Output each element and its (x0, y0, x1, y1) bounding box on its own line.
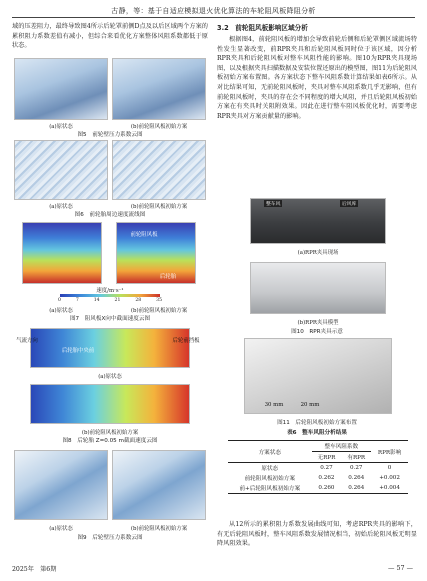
legend-tick: 21 (114, 298, 121, 303)
fig8-annotation-3: 后轮前挡板 (172, 338, 200, 344)
fig10-caption: 图10 RPR夹具示意 (291, 329, 343, 335)
table6-subheader-no-rpr: 无RPR (312, 452, 342, 463)
fig7a-image (22, 222, 102, 284)
legend-tick: 7 (75, 298, 79, 303)
fig6b-label: (b)前轮阻风板初始方案 (130, 204, 188, 210)
table-row (228, 463, 408, 474)
body-paragraph-1: 根据图4，前轮阻风板的增加会导致前轮后侧和后轮罩侧区域流场特性发生显著改变，前RPR夹具和后轮阻风板同时位于该区域，因分析RPR夹具和后轮阻风板对整车风阻性能的影响。图10为RPR夹具现场图，以及根据夹具扫描数据及安装位置还原出的模型图，图11为后轮阻风板初始方案布置图。各方案状态下整车风阻系数计算结果如表6所示。从对比结果可知，无前轮阻风板时，夹具对整车风阻系数几乎无影响，但有前轮阻风板时，夹具的存在会不同程度的增大风阻，并且后轮阻风板初始方案在有夹具时关阻附效果。因此在进行整车阻风板优化时，需要考虑RPR夹具对方案贡献量的影响。 (217, 36, 417, 120)
table6-subheader-rpr: 有RPR (341, 452, 371, 463)
page-number: — 57 — (388, 564, 413, 572)
fig5a-image (14, 58, 108, 120)
fig9b-label: (b)前轮阻风板初始方案 (130, 526, 188, 532)
table-cell: +0.004 (371, 483, 408, 494)
fig5b-image (112, 58, 206, 120)
fig7a-label: (a)原状态 (49, 308, 73, 314)
fig6a-image (14, 140, 108, 200)
table6-header-group: 整车风阻系数 (312, 441, 372, 452)
body-paragraph-2: 从12所示的累积阻力系数发展曲线可知，考虑RPR夹具的影响下，有无后轮阻风板时，整车风阻系数发展情况相当，初始后轮阻风板无明显降风阻效果。 (217, 521, 417, 548)
fig9-caption: 图9 后轮壁压力系数云图 (77, 535, 143, 541)
legend-tick: 28 (135, 298, 142, 303)
legend-tick: 14 (93, 298, 100, 303)
fig9a-label: (a)原状态 (49, 526, 73, 532)
legend-tick: 35 (156, 298, 162, 303)
fig8-caption: 图8 后轮胎 Z=0.05 m截面速度云图 (62, 438, 158, 444)
section-title: 3.2 前轮阻风板影响区域分析 (217, 24, 308, 32)
intro-paragraph: 域的压差阻力，最终导致图4所示后轮罩前侧D点及以后区域两个方案的累积阻力系数差值有减小，但综合来看优化方案整体风阻系数都低于原状态。 (12, 23, 208, 50)
fig5-caption: 图5 前轮壁压力系数云图 (77, 132, 143, 138)
fig5b-label: (b)前轮阻风板初始方案 (130, 124, 188, 130)
fig8-annotation-1: 气流方向 (16, 338, 38, 344)
running-header: 古静，等：基于自适应模拟退火优化算法的车轮阻风板降阻分析 (111, 7, 316, 15)
fig10-tag-2: 后风库 (342, 202, 357, 207)
fig8a-label: (a)原状态 (98, 374, 122, 380)
fig7-legend-ticks (58, 298, 162, 303)
fig6b-image (112, 140, 206, 200)
right-column (217, 22, 417, 121)
table-cell: 原状态 (261, 466, 279, 472)
fig10b-image (250, 262, 386, 314)
left-column (12, 22, 208, 51)
fig9b-image (112, 450, 206, 520)
fig7-annotation-2: 后轮胎 (159, 274, 177, 280)
fig11-dim-2: 20 mm (300, 402, 320, 408)
table6-header-rpr: RPR影响 (371, 441, 408, 463)
table-cell: 0 (387, 465, 392, 471)
fig8a-image (30, 328, 190, 368)
table-row (228, 473, 408, 483)
header-rule (12, 17, 415, 18)
fig8b-label: (b)前轮阻风板初始方案 (81, 430, 139, 436)
fig5a-label: (a)原状态 (49, 124, 73, 130)
fig9a-image (14, 450, 108, 520)
legend-tick: 0 (58, 298, 61, 303)
table-cell: 0.27 (350, 465, 363, 471)
fig11-dim-1: 30 mm (264, 402, 284, 408)
table-cell: 前+后轮阻风板初始方案 (228, 483, 312, 494)
table-cell: +0.002 (379, 475, 400, 481)
fig10a-label: (a)RPR夹具现场 (297, 250, 339, 256)
fig11-caption: 图11 后轮阻风板初始方案布置 (277, 420, 357, 426)
table-row (228, 483, 408, 494)
fig10-tag-1: 整车风 (266, 202, 281, 207)
fig8b-image (30, 384, 190, 424)
table-cell: 0.262 (318, 475, 335, 481)
fig6a-label: (a)原状态 (49, 204, 73, 210)
fig10b-label: (b)RPR夹具模型 (297, 320, 339, 326)
footer-issue: 2025年 第6期 (12, 566, 57, 573)
fig8-annotation-2: 后轮胎中央前 (61, 348, 95, 354)
fig6-caption: 图6 前轮胎周边速度流线图 (74, 212, 146, 218)
fig7b-label: (b)前轮阻风板初始方案 (130, 308, 188, 314)
fig7-legend-bar (60, 294, 160, 297)
fig7-caption: 图7 阻风板X向中截面速度云图 (69, 316, 151, 322)
table6 (228, 440, 408, 494)
table6-header-scheme: 方案状态 (228, 441, 312, 463)
table-cell: 0.27 (320, 465, 333, 471)
table-cell: 前轮阻风板初始方案 (244, 476, 295, 482)
table-cell: 0.264 (341, 483, 371, 494)
fig7-annotation-1: 前轮阻风板 (130, 232, 158, 238)
table-cell: 0.260 (312, 483, 342, 494)
fig7-legend-label: 速度/m·s⁻¹ (96, 288, 124, 294)
table-cell: 0.264 (348, 475, 365, 481)
table6-title: 表6 整车风阻分析结果 (287, 430, 347, 436)
